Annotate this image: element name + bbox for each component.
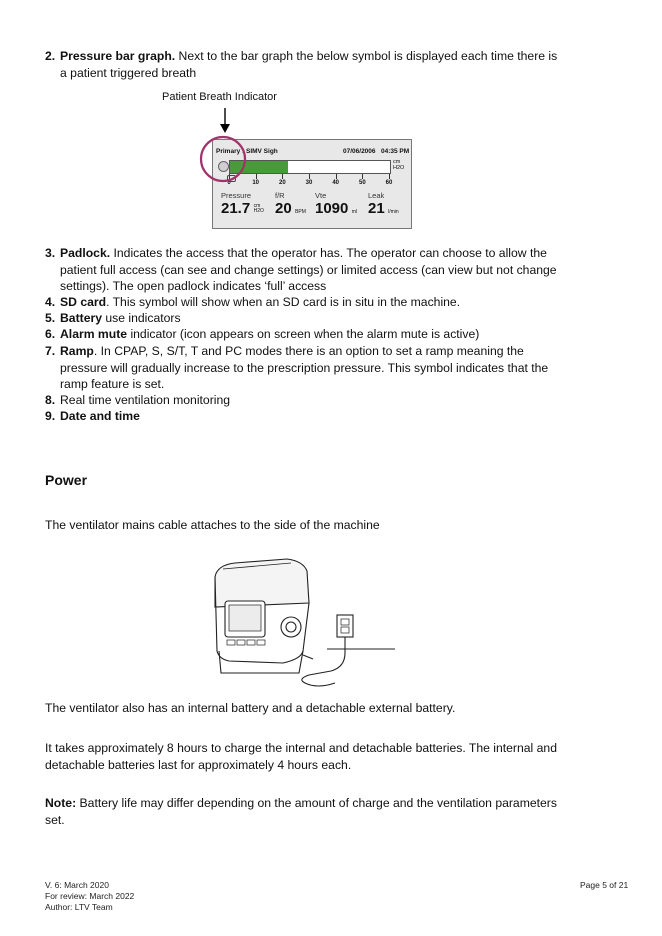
list-number-8: 8.	[45, 393, 56, 407]
list-item-padlock	[60, 245, 560, 295]
readout-value: 1090	[315, 200, 349, 217]
list-item-text: . In CPAP, S, S/T, T and PC modes there is an option to set a ramp meaning the pressure will gradually increase to the prescription pressure. This symbol indicates that the ramp feature is set.	[60, 344, 549, 391]
list-item-title: Ramp	[60, 344, 94, 358]
list-item-sd-card	[60, 294, 560, 311]
tick-mark	[282, 174, 283, 179]
paragraph-battery: The ventilator also has an internal battery and a detachable external battery.	[45, 701, 456, 715]
list-item-title: Padlock.	[60, 246, 111, 260]
readout-pressure	[221, 192, 264, 218]
tick-mark	[362, 174, 363, 179]
tick-label: 20	[278, 180, 286, 186]
ventilator-illustration	[205, 555, 395, 690]
list-item-text: Real time ventilation monitoring	[60, 393, 231, 407]
readout-leak	[368, 192, 399, 221]
bar-unit-top: cm	[393, 159, 401, 165]
list-item-text: . This symbol will show when an SD card is in situ in the machine.	[106, 295, 461, 309]
readout-unit-top: BPM	[295, 209, 306, 215]
list-number-2: 2.	[45, 49, 56, 63]
paragraph-note	[45, 795, 565, 828]
tick-label: 50	[358, 180, 366, 186]
pressure-bar-track	[229, 160, 391, 174]
readout-label: f/R	[275, 191, 285, 200]
list-item-battery	[60, 310, 560, 327]
readout-label: Pressure	[221, 191, 252, 200]
list-item-text: Indicates the access that the operator has. The operator can choose to allow the patient full access (can see and change settings) or limited access (can view but not change settings). The open padlock indicates ‘full’ access	[60, 246, 557, 293]
readouts-row	[213, 190, 411, 226]
readout-value: 21	[368, 200, 385, 217]
readout-label: Vte	[315, 191, 327, 200]
readout-value: 21.7	[221, 200, 251, 217]
list-item-title: Date and time	[60, 409, 140, 423]
list-item-pressure-bar-graph	[60, 48, 560, 81]
section-heading-power: Power	[45, 472, 88, 488]
note-label: Note:	[45, 796, 77, 810]
tick-label: 0	[227, 180, 231, 186]
tick-row	[227, 174, 393, 190]
list-item-title: Battery	[60, 311, 102, 325]
list-item-title: Alarm mute	[60, 327, 128, 341]
tick-label: 40	[332, 180, 339, 186]
figure-caption-breath-indicator: Patient Breath Indicator	[162, 91, 277, 103]
list-item-alarm-mute	[60, 326, 560, 343]
footer-version: V. 6: March 2020	[45, 880, 109, 890]
bar-unit-bottom: H2O	[393, 165, 405, 171]
note-text: Battery life may differ depending on the amount of charge and the ventilation parameters set.	[45, 796, 557, 827]
list-item-text: indicator (icon appears on screen when the alarm mute is active)	[127, 327, 480, 341]
readout-value: 20	[275, 200, 292, 217]
footer-author: Author: LTV Team	[45, 902, 113, 912]
screen-date-label: 07/06/2006	[343, 148, 376, 155]
list-item-date-time	[60, 408, 560, 425]
list-item-text: Next to the bar graph the below symbol is displayed each time there is a patient triggered breath	[60, 49, 558, 80]
tick-label: 30	[305, 180, 313, 186]
tick-mark	[336, 174, 337, 179]
readout-unit-top: l/min	[388, 209, 399, 215]
readout-fr	[275, 192, 306, 221]
list-number-9: 9.	[45, 409, 56, 423]
tick-label: 60	[385, 180, 393, 186]
screen-time-label: 04:35 PM	[381, 148, 410, 155]
readout-unit-bottom: H2O	[253, 208, 264, 214]
list-number-6: 6.	[45, 327, 56, 341]
list-number-5: 5.	[45, 311, 56, 325]
list-number-7: 7.	[45, 344, 56, 358]
list-item-title: Pressure bar graph.	[60, 49, 176, 63]
readout-label: Leak	[368, 191, 385, 200]
list-number-4: 4.	[45, 295, 56, 309]
tick-mark	[256, 174, 257, 179]
list-number-3: 3.	[45, 246, 56, 260]
list-item-monitoring	[60, 392, 560, 409]
footer-review: For review: March 2022	[45, 891, 135, 901]
paragraph-charge-time: It takes approximately 8 hours to charge the internal and detachable batteries. The internal and detachable batteries last for approximately 4 hours each.	[45, 741, 557, 772]
readout-unit-top: cm	[253, 203, 261, 209]
readout-vte	[315, 192, 357, 221]
paragraph-mains-cable: The ventilator mains cable attaches to the side of the machine	[45, 518, 380, 532]
tick-mark	[309, 174, 310, 179]
tick-label: 10	[252, 180, 259, 186]
list-item-text: use indicators	[102, 311, 181, 325]
list-item-title: SD card	[60, 295, 107, 309]
highlight-circle	[193, 127, 253, 187]
readout-unit-top: ml	[351, 209, 358, 215]
screen-mode-label: Primary : SIMV Sigh	[216, 148, 278, 155]
list-item-ramp	[60, 343, 560, 393]
tick-mark	[389, 174, 390, 179]
footer-page-number: Page 5 of 21	[580, 880, 629, 890]
